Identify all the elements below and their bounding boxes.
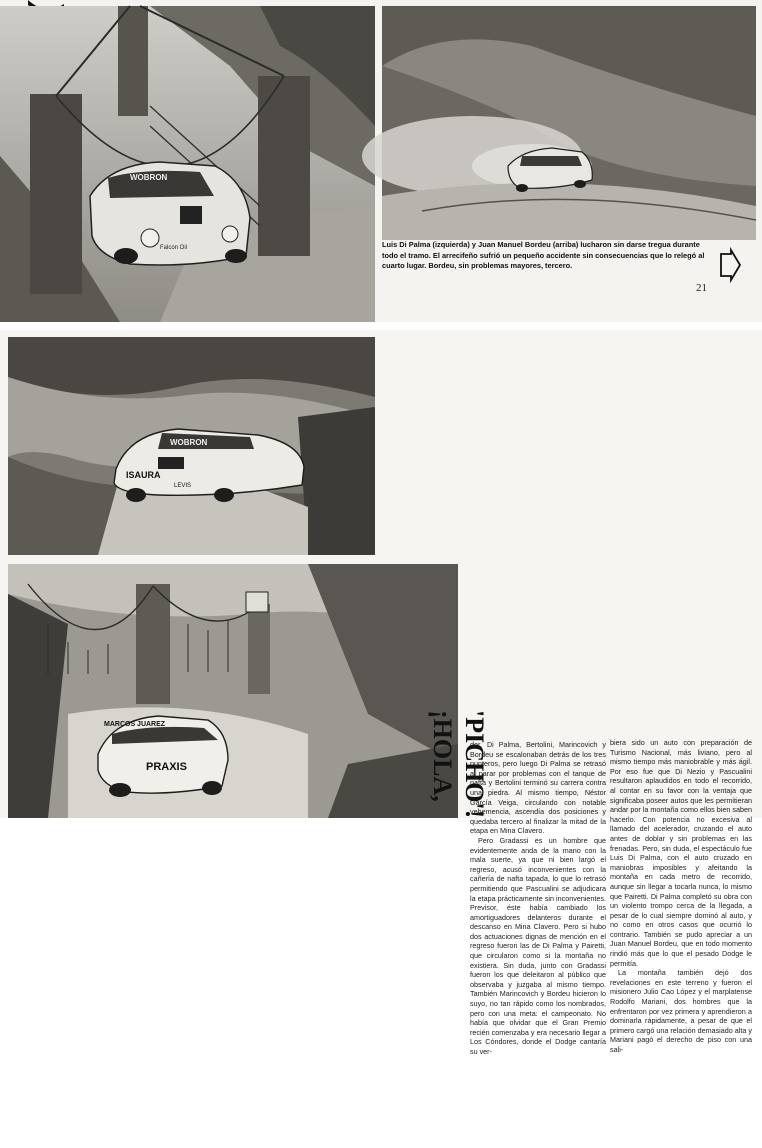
magazine-page-bottom [0, 330, 762, 1056]
headline-line-2: 'PICHO'! [460, 710, 489, 819]
car-sponsor-label: WOBRON [130, 173, 168, 182]
article-column-2 [610, 738, 752, 1148]
article-headline [404, 710, 489, 840]
magazine-page-top [0, 0, 762, 322]
photo-car-dust-road [382, 6, 756, 240]
photo-car-mountain-curve [8, 337, 375, 555]
article-column-1 [470, 740, 606, 1148]
car-sponsor-label: WOBRON [170, 438, 208, 447]
car-sponsor-label-3: LEVIS [174, 483, 192, 489]
arrow-right-icon [719, 250, 741, 280]
car-sponsor-label: MARCOS JUAREZ [104, 721, 166, 728]
photo-caption: Luis Di Palma (izquierda) y Juan Manuel Bordeu (arriba) lucharon sin darse tregua durante todo el tramo. El arrecifeño sufrió un pequeño accidente sin consecuencias que lo relegó al cuarto lugar. Bordeu, sin problemas mayores, tercero. [382, 240, 705, 270]
page-number: 21 [696, 282, 707, 294]
photo-car-suspension-bridge [8, 564, 458, 818]
car-sponsor-label-2: Falcon Oil [160, 245, 188, 251]
headline-line-1: ¡HOLA, [428, 710, 457, 802]
paragraph: Pero Gradassi es un hombre que evidentemente anda de la mano con la mala suerte, ya que ni bien largó el regreso, acusó inconvenientes con la cañería de nafta tapada, lo que lo retrasó permitiendo que Pascualini se adjudicara la etapa prácticamente sin inconvenientes. Previsor, éste había cambiado los amortiguadores delanteros durante el descanso en Mina Clavero. Pero si hubo dos actuaciones dignas de mención en el regreso fueron las de Di Palma y Pairetti, que circularon como si la montaña no existiera. Sin duda, junto con Gradassi fueron los que deleitaron al público que observaba y juzgaba al mismo tiempo. También Marincovich y Bordeu hicieron lo suyo, no tan rápido como los nombrados, pero con una meta: el campeonato. No había que olvidar que el Gran Premio recién comenzaba y era necesario llegar a Los Cóndores, donde el Dodge cantaría su ver- [470, 835, 606, 1056]
paragraph: La montaña también dejó dos revelaciones en este terreno y fueron el misionero Julio Cao López y el marplatense Rodolfo Mariani, dos hombres que la enfrentaron por vez primera y aprendieron a dominarla rápidamente, a pesar de que el primero cargó una relación demasiado alta y Mariani pagó el derecho de piso con una sali- [610, 968, 752, 1054]
paragraph: biera sido un auto con preparación de Turismo Nacional, más liviano, pero al mismo tiempo más maniobrable y más ágil. Por eso fue que Di Nezio y Pascualini resultaron aplaudidos en todo el recorrido, al contar en su favor con la ventaja que significaba poseer autos que les permitieran andar por la montaña como ellos bien saben hacerlo. Con potencia no excesiva al llamado del acelerador, cruzando el auto antes de doblar y sin problemas en las frenadas. Pero, sin duda, el espectáculo fue Luis Di Palma, con el auto cruzado en maniobras imposibles y afeitando la montaña en cada metro de recorrido, aunque sin llegar a tocarla nunca, lo mismo que Pairetti. Di Palma completó su obra con un violento trompo cerca de la llegada, a pesar de lo cual siempre dominó al auto, y no como en otros casos que ocurrió lo contrario. También se pudo apreciar a un Juan Manuel Bordeu, que en todo momento rindió más que lo que el pesado Dodge le permitía. [610, 738, 752, 968]
car-sponsor-label-2: PRAXIS [146, 761, 187, 773]
paragraph: dor, Di Palma, Bertolini, Marincovich y Bordeu se escalonaban detrás de los tres punteros, pero luego Di Palma se retrasó al parar por problemas con el tanque de nafta y Bertolini terminó su carrera contra una piedra. Al mismo tiempo, Néstor García Veiga, circulando con notable vehemencia, ascendía dos posiciones y quedaba tercero al finalizar la mitad de la etapa en Mina Clavero. [470, 740, 606, 836]
photo-car-on-bridge [0, 6, 375, 322]
car-sponsor-label-2: ISAURA [126, 470, 161, 480]
